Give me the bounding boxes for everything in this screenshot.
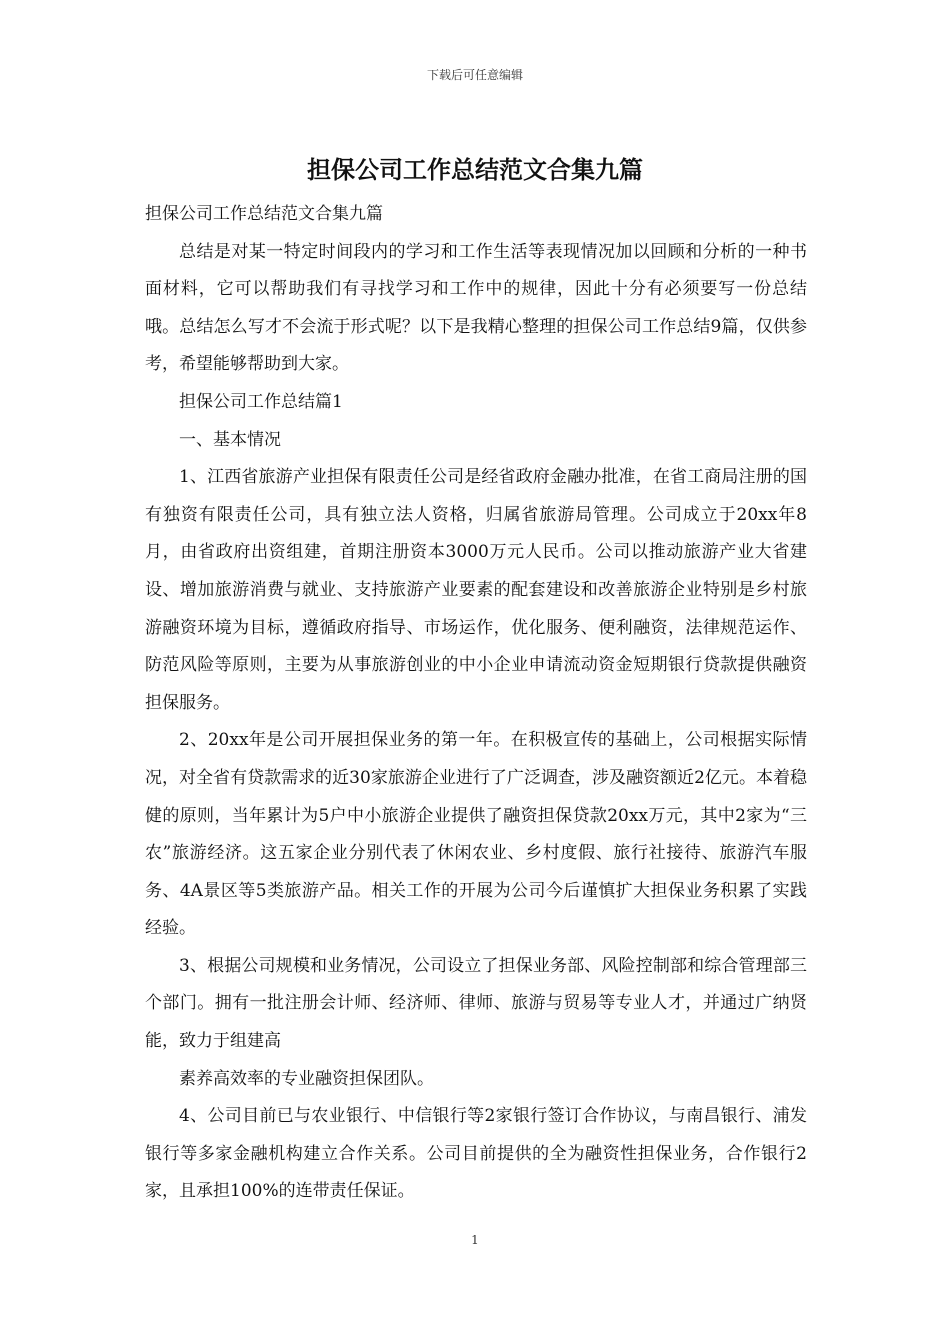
subtitle-paragraph: 担保公司工作总结范文合集九篇 (145, 204, 383, 224)
body-paragraph: 3、根据公司规模和业务情况，公司设立了担保业务部、风险控制部和综合管理部三个部门。拥有一批注册会计师、经济师、律师、旅游与贸易等专业人才，并通过广纳贤能，致力于组建高 (145, 955, 807, 1052)
document-title: 担保公司工作总结范文合集九篇 (307, 155, 643, 184)
body-paragraph: 2、20xx年是公司开展担保业务的第一年。在积极宣传的基础上，公司根据实际情况，对全省有贷款需求的近30家旅游企业进行了广泛调查，涉及融资额近2亿元。本着稳健的原则，当年累计为5户中小旅游企业提供了融资担保贷款20xx万元，其中2家为“三农”旅游经济。这五家企业分别代表了休闲农业、乡村度假、旅行社接待、旅游汽车服务、4A景区等5类旅游产品。相关工作的开展为公司今后谨慎扩大担保业务积累了实践经验。 (145, 730, 807, 939)
body-paragraph: 4、公司目前已与农业银行、中信银行等2家银行签订合作协议，与南昌银行、浦发银行等多家金融机构建立合作关系。公司目前提供的全为融资性担保业务，合作银行2家，且承担100%的连带责任保证。 (145, 1106, 807, 1202)
subsection-heading: 一、基本情况 (179, 429, 281, 450)
section-heading: 担保公司工作总结篇1 (179, 391, 343, 412)
intro-paragraph: 总结是对某一特定时间段内的学习和工作生活等表现情况加以回顾和分析的一种书面材料，它可以帮助我们有寻找学习和工作中的规律，因此十分有必须要写一份总结哦。总结怎么写才不会流于形式呢？以下是我精心整理的担保公司工作总结9篇，仅供参考，希望能够帮助到大家。 (145, 241, 807, 375)
document-body (145, 196, 807, 1211)
body-paragraph: 素养高效率的专业融资担保团队。 (179, 1068, 434, 1089)
page-number: 1 (471, 1233, 479, 1247)
page-header: 下载后可任意编辑 (426, 68, 523, 82)
body-paragraph: 1、江西省旅游产业担保有限责任公司是经省政府金融办批准，在省工商局注册的国有独资有限责任公司，具有独立法人资格，归属省旅游局管理。公司成立于20xx年8月，由省政府出资组建，首期注册资本3000万元人民币。公司以推动旅游产业大省建设、增加旅游消费与就业、支持旅游产业要素的配套建设和改善旅游企业特别是乡村旅游融资环境为目标，遵循政府指导、市场运作，优化服务、便利融资，法律规范运作、防范风险等原则，主要为从事旅游创业的中小企业申请流动资金短期银行贷款提供融资担保服务。 (145, 467, 807, 713)
